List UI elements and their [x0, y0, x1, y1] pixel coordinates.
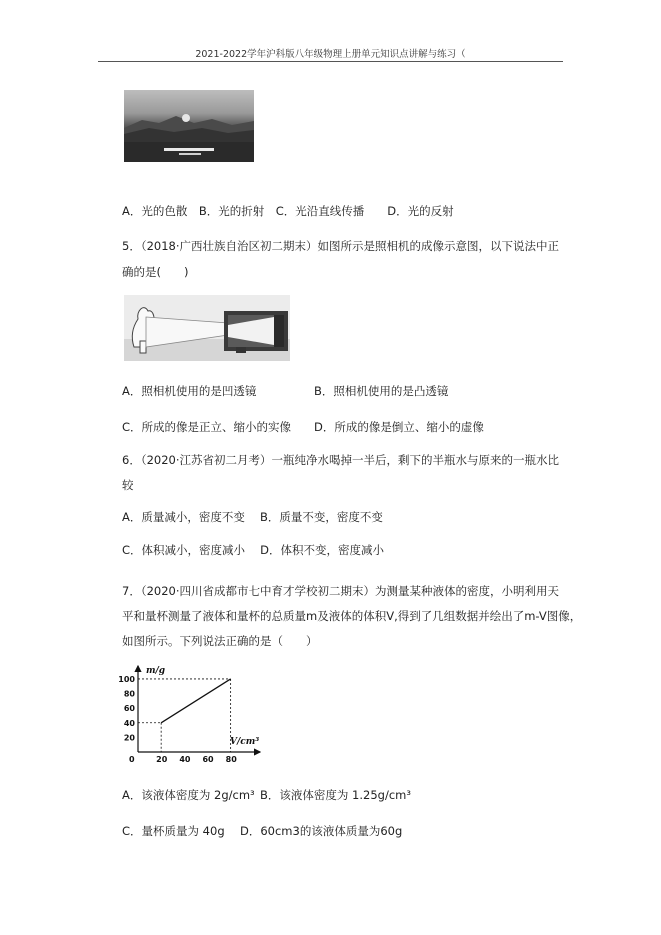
y-axis-label: m/g [146, 666, 166, 676]
q6-stem-line1: 6．（2020·江苏省初二月考）一瓶纯净水喝掉一半后，剩下的半瓶水与原来的一瓶水比 [122, 453, 559, 467]
q7-option-c: C．量杯质量为 40g [122, 824, 225, 838]
y-tick-label: 80 [123, 689, 135, 699]
q4-options: A．光的色散 B．光的折射 C．光沿直线传播 D．光的反射 [122, 204, 454, 218]
q5-stem-line2: 确的是( ) [122, 265, 189, 279]
q7-option-b: B．该液体密度为 1.25g/cm³ [260, 788, 411, 802]
x-tick-label: 40 [179, 755, 191, 764]
y-tick-label: 20 [123, 733, 135, 743]
q7-stem-line2: 平和量杯测量了液体和量杯的总质量m及液体的体积V,得到了几组数据并绘出了m-V图像， [122, 609, 582, 623]
q5-option-b: B．照相机使用的是凸透镜 [314, 384, 449, 398]
q7-stem-line1: 7．（2020·四川省成都市七中育才学校初二期末）为测量某种液体的密度，小明利用天 [122, 584, 559, 598]
q6-options-line2: C．体积减小，密度减小 D．体积不变，密度减小 [122, 543, 385, 557]
origin-label: 0 [129, 755, 135, 764]
m-v-graph [118, 664, 264, 768]
x-tick-label: 80 [225, 755, 237, 764]
x-axis-label: V/cm³ [230, 737, 260, 747]
q5-option-d: D．所成的像是倒立、缩小的虚像 [314, 420, 484, 434]
header-divider [98, 61, 563, 62]
q5-option-c: C．所成的像是正立、缩小的实像 [122, 420, 292, 434]
q6-options-line1: A．质量减小，密度不变 B．质量不变，密度不变 [122, 510, 383, 524]
x-tick-label: 20 [156, 755, 168, 764]
y-tick-label: 60 [123, 704, 135, 714]
y-tick-label: 40 [123, 718, 135, 728]
sunset-photo [124, 90, 254, 162]
series-line [161, 679, 230, 723]
header-title: 2021-2022学年沪科版八年级物理上册单元知识点讲解与练习（ [195, 49, 466, 60]
m-v-chart [118, 664, 264, 768]
q6-stem-line2: 较 [122, 478, 134, 492]
q5-option-a: A．照相机使用的是凹透镜 [122, 384, 257, 398]
x-tick-label: 60 [202, 755, 214, 764]
q7-option-a: A．该液体密度为 2g/cm³ [122, 788, 255, 802]
q5-stem-line1: 5．（2018·广西壮族自治区初二期末）如图所示是照相机的成像示意图，以下说法中正 [122, 239, 559, 253]
camera-imaging-diagram [124, 295, 290, 361]
q7-stem-line3: 如图所示。下列说法正确的是（ ） [122, 634, 318, 648]
q7-option-d: D．60cm3的该液体质量为60g [240, 824, 403, 838]
y-tick-label: 100 [118, 674, 135, 684]
